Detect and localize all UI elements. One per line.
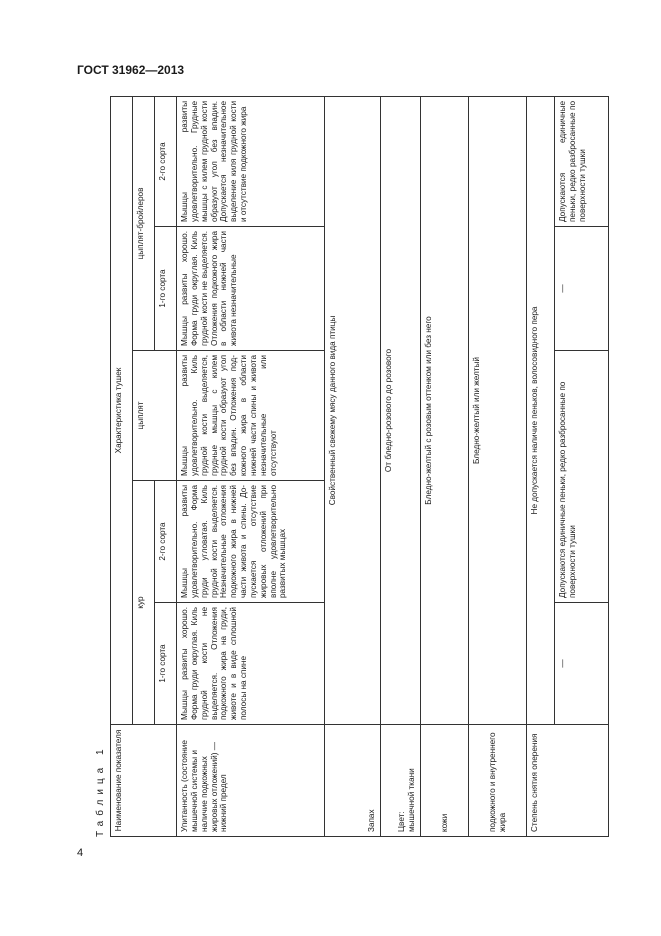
row-label-color-skin: кожи <box>421 725 469 837</box>
quality-characteristics-table <box>110 96 609 837</box>
page-number: 4 <box>77 847 84 859</box>
header-broiler-grade1: 1-го сорта <box>155 227 177 351</box>
header-kur: кур <box>133 481 155 725</box>
row-label-color-muscle <box>381 725 421 837</box>
cell-plucking-kur-grade1: — <box>555 603 609 725</box>
cell-plucking-broiler-grade2: Допускаются единичные пеньки, редко разбросанные по поверхности тушки <box>555 96 609 226</box>
cell-fatness-tsyplyat: Мышцы развиты удовлетворительно. Киль грудной кости выделяется, грудные мышцы с килем грудной кости образуют угол без впадин. Отложения подкожного жира в области нижней части спины и живота незначительные или отсутствуют <box>177 351 325 481</box>
cell-fatness-kur-grade1: Мышцы развиты хорошо. Форма груди округлая. Киль грудной кости не выделяется. Отложения подкожного жира на груди, животе и в виде сплошной полосы на спине <box>177 603 325 725</box>
document-header: ГОСТ 31962—2013 <box>77 63 185 77</box>
cell-color-fat-value: Бледно-желтый или желтый <box>469 96 527 724</box>
cell-fatness-broiler-grade2: Мышцы развиты удовлетворительно. Грудные мышцы с килем грудной кости образуют угол без впадин. Допускается незначительное выделение киля грудной кости и отсутствие подкожного жира <box>177 96 325 226</box>
header-tsyplyat: цыплят <box>133 351 177 481</box>
header-kur-grade2: 2-го сорта <box>155 481 177 603</box>
cell-plucking-common: Не допускается наличие пеньков, волосовидного пера <box>527 96 555 724</box>
header-broilers: цыплят-бройлеров <box>133 96 155 350</box>
row-label-smell: Запах <box>325 725 381 837</box>
row-label-color-fat: подкожного и внутреннего жира <box>469 725 527 837</box>
header-broiler-grade2: 2-го сорта <box>155 96 177 226</box>
cell-plucking-kur-grade2-tsyplyat: Допускаются единичные пеньки, редко разбросанные по поверхности тушки <box>555 351 609 603</box>
muscle-tissue-label: мышечной ткани <box>407 768 417 832</box>
header-indicator: Наименование показателя <box>111 725 177 837</box>
rotated-table-area <box>92 97 608 837</box>
header-kur-grade1: 1-го сорта <box>155 603 177 725</box>
cell-color-muscle-value: От бледно-розового до розового <box>381 96 421 724</box>
table-caption: Таблица 1 <box>95 744 106 837</box>
header-characteristic: Характеристика тушек <box>111 96 133 724</box>
cell-plucking-broiler-grade1: — <box>555 227 609 351</box>
row-label-plucking: Степень снятия оперения <box>527 725 609 837</box>
cell-fatness-kur-grade2: Мышцы развиты удовлетворительно. Форма груди угловатая. Киль грудной кости выделяется. Незначительные отложения подкожного жира в нижней части живота и спины. Допускается отсутствие жировых отложений при вполне удовлетворительно развитых мышцах <box>177 481 325 603</box>
rotated-table-content <box>92 97 608 837</box>
color-label: Цвет: <box>397 811 407 832</box>
row-label-fatness: Упитанность (состояние мышечной системы и наличие подкожных жировых отложений) — нижний предел <box>177 725 325 837</box>
cell-smell-value: Свойственный свежему мясу данного вида птицы <box>325 96 381 724</box>
cell-color-skin-value: Бледно-желтый с розовым оттенком или без него <box>421 96 469 724</box>
cell-fatness-broiler-grade1: Мышцы развиты хорошо. Форма груди округлая. Киль грудной кости не выделяется. Отложения подкожного жира в области нижней части живота незначительные <box>177 227 325 351</box>
